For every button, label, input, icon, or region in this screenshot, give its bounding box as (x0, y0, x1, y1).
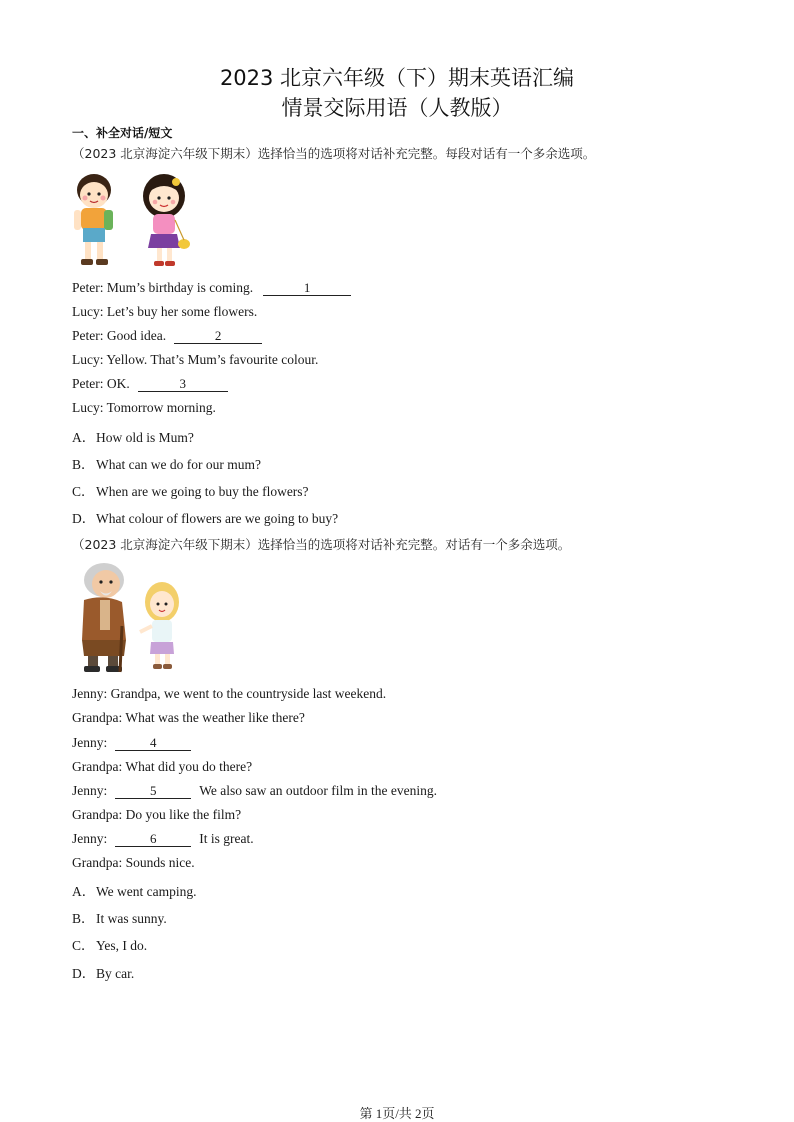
dialogue-line (72, 831, 254, 847)
option-letter: C． (72, 484, 95, 499)
option-text: How old is Mum? (96, 430, 194, 445)
dialogue-text: Jenny: (72, 735, 108, 750)
dialogue-line (72, 376, 232, 392)
dialogue-line: Grandpa: Sounds nice. (72, 855, 195, 870)
dialogue-line: Grandpa: What did you do there? (72, 759, 253, 774)
option-letter: B． (72, 911, 95, 926)
dialogue-line (72, 735, 195, 751)
answer-blank[interactable]: 6 (115, 832, 191, 847)
dialogue-text: Peter: OK. (72, 376, 130, 391)
answer-blank[interactable]: 3 (138, 377, 228, 392)
dialogue-line: Lucy: Tomorrow morning. (72, 400, 216, 415)
option-item[interactable] (72, 507, 338, 527)
option-letter: C． (72, 938, 95, 953)
dialogue-text: Jenny: (72, 831, 108, 846)
option-item[interactable] (72, 880, 197, 900)
option-item[interactable] (72, 480, 309, 500)
dialogue-line: Jenny: Grandpa, we went to the countryside last weekend. (72, 686, 387, 701)
option-text: It was sunny. (96, 911, 167, 926)
dialogue-text: Peter: Good idea. (72, 328, 167, 343)
dialogue-line: Grandpa: What was the weather like there? (72, 710, 305, 725)
option-item[interactable] (72, 934, 147, 954)
question-source-note: （2023 北京海淀六年级下期末）选择恰当的选项将对话补充完整。对话有一个多余选项。 (72, 537, 571, 552)
dialogue-line (72, 280, 355, 296)
option-letter: A． (72, 430, 96, 445)
dialogue-text-after: It is great. (199, 831, 254, 846)
answer-blank[interactable]: 5 (115, 784, 191, 799)
dialogue-text: Peter: Mum’s birthday is coming. (72, 280, 254, 295)
dialogue-line (72, 328, 266, 344)
section-heading: 一、补全对话/短文 (72, 126, 173, 140)
option-letter: D． (72, 511, 96, 526)
dialogue-text: Jenny: (72, 783, 108, 798)
page-footer: 第 1页/共 2页 (359, 1106, 435, 1121)
boy-figure (74, 174, 113, 265)
option-text: When are we going to buy the flowers? (96, 484, 309, 499)
dialogue-line: Grandpa: Do you like the film? (72, 807, 242, 822)
option-item[interactable] (72, 962, 134, 982)
dialogue-text-after: We also saw an outdoor film in the evening. (199, 783, 437, 798)
question-source-note: （2023 北京海淀六年级下期末）选择恰当的选项将对话补充完整。每段对话有一个多余选项。 (72, 146, 596, 161)
option-letter: A． (72, 884, 96, 899)
dialogue-line (72, 783, 437, 799)
option-text: By car. (96, 966, 135, 981)
girl-figure (143, 174, 190, 266)
boy-and-girl-illustration (68, 168, 196, 272)
option-item[interactable] (72, 907, 167, 927)
option-text: We went camping. (96, 884, 197, 899)
option-text: What can we do for our mum? (96, 457, 261, 472)
option-item[interactable] (72, 453, 261, 473)
answer-blank[interactable]: 4 (115, 736, 191, 751)
jenny-figure (140, 582, 179, 669)
answer-blank[interactable]: 1 (263, 281, 351, 296)
option-text: Yes, I do. (96, 938, 148, 953)
dialogue-line: Lucy: Yellow. That’s Mum’s favourite colour. (72, 352, 319, 367)
option-letter: D． (72, 966, 96, 981)
answer-blank[interactable]: 2 (174, 329, 262, 344)
option-text: What colour of flowers are we going to buy? (96, 511, 339, 526)
grandpa-figure (82, 563, 126, 672)
option-letter: B． (72, 457, 95, 472)
document-title: 2023 北京六年级（下）期末英语汇编 (219, 66, 575, 90)
option-item[interactable] (72, 426, 194, 446)
dialogue-line: Lucy: Let’s buy her some flowers. (72, 304, 258, 319)
document-subtitle: 情景交际用语（人教版） (281, 96, 513, 120)
grandpa-and-jenny-illustration (70, 560, 188, 676)
